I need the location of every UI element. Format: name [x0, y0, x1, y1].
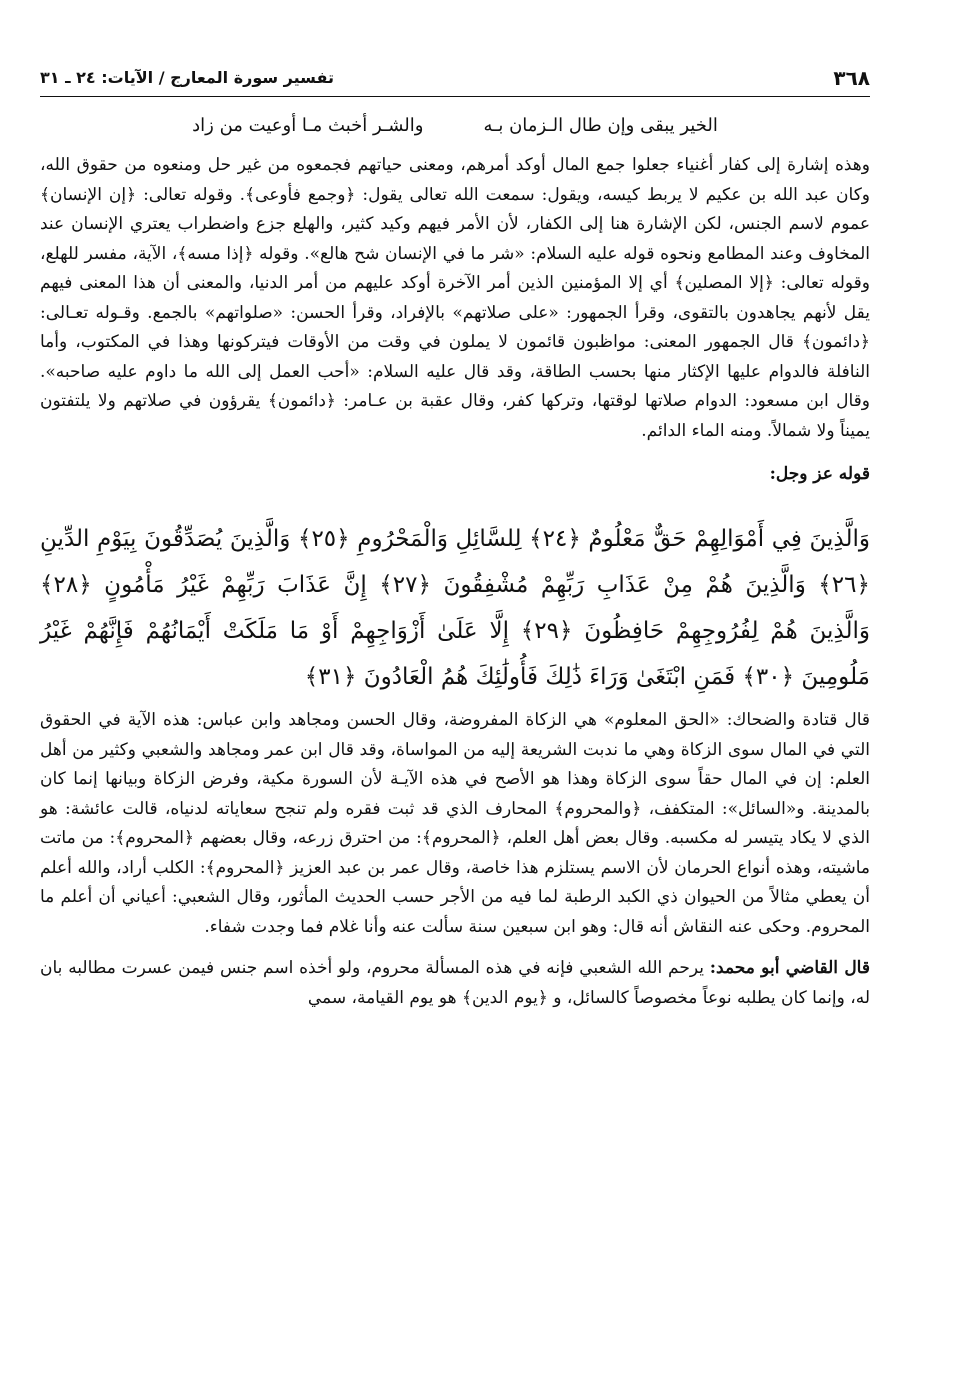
running-title: تفسير سورة المعارج / الآيات: ٢٤ ـ ٣١	[40, 68, 334, 87]
paragraph-3-text: يرحم الله الشعبي فإنه في هذه المسألة محروم، ولو أخذه اسم جنس فيمن عسرت مطالبه بان له، وإنما كان يطلبه نوعاً مخصوصاً كالسائل، و ﴿يوم الدين﴾ هو يوم القيامة، سمي	[40, 958, 870, 1008]
quran-verses: وَالَّذِينَ فِي أَمْوَالِهِمْ حَقٌّ مَعْلُومٌ ﴿٢٤﴾ لِلسَّائِلِ وَالْمَحْرُومِ ﴿٢٥﴾ وَالَّذِينَ يُصَدِّقُونَ بِيَوْمِ الدِّينِ ﴿٢٦﴾ وَالَّذِينَ هُمْ مِنْ عَذَابِ رَبِّهِمْ مُشْفِقُونَ ﴿٢٧﴾ إِنَّ عَذَابَ رَبِّهِمْ غَيْرُ مَأْمُونٍ ﴿٢٨﴾ وَالَّذِينَ هُمْ لِفُرُوجِهِمْ حَافِظُونَ ﴿٢٩﴾ إِلَّا عَلَىٰ أَزْوَاجِهِمْ أَوْ مَا مَلَكَتْ أَيْمَانُهُمْ فَإِنَّهُمْ غَيْرُ مَلُومِينَ ﴿٣٠﴾ فَمَنِ ابْتَغَىٰ وَرَاءَ ذَٰلِكَ فَأُولَٰئِكَ هُمُ الْعَادُونَ ﴿٣١﴾	[40, 526, 870, 690]
page-header	[40, 62, 870, 97]
poetry-verse	[40, 115, 870, 145]
verse-first-half: الخير يبقى وإن طال الـزمان بـه	[483, 115, 718, 136]
commentary-paragraph-1: وهذه إشارة إلى كفار أغنياء جعلوا جمع المال أوكد أمرهم، ومعنى حياتهم فجمعوه من غير حل ومنعوه من حقوق الله، وكان عبد الله بن عكيم لا يربط كيسه، ويقول: سمعت الله تعالى يقول: ﴿وجمع فأوعى﴾. وقوله تعالى: ﴿إن الإنسان﴾ عموم لاسم الجنس، لكن الإشارة هنا إلى الكفار، لأن الأمر فيهم وكيد كثير، والهلع جزع واضطراب يعتري الإنسان عند المخاوف وعند المطامع ونحوه قوله عليه السلام: «شر ما في الإنسان شح هالع». وقوله ﴿إذا مسه﴾، الآية، مفسر للهلع، وقوله تعالى: ﴿إلا المصلين﴾ أي إلا المؤمنين الذين أمر الآخرة أوكد عليهم من أمر الدنيا، والمعنى أن هذا المعنى فيهم يقل لأنهم يجاهدون بالتقوى، وقرأ الجمهور: «على صلاتهم» بالإفراد، وقرأ الحسن: «صلواتهم» بالجمع. وقـوله تعـالى: ﴿دائمون﴾ قال الجمهور المعنى: مواظبون قائمون لا يملون في وقت من الأوقات فيتركونها وهذا في المكتوب، وأما النافلة فالدوام عليها الإكثار منها بحسب الطاقة، وقد قال عليه السلام: «أحب العمل إلى الله ما داوم عليه صاحبه». وقال ابن مسعود: الدوام صلاتها لوقتها، وتركها كفر، وقال عقبة بن عـامر: ﴿دائمون﴾ يقرؤون في صلاتهم ولا يلتفتون يميناً ولا شمالاً. ومنه الماء الدائم.	[40, 155, 870, 441]
author-label: قال القاضي أبو محمد:	[709, 958, 870, 978]
commentary-paragraph-2: قال قتادة والضحاك: «الحق المعلوم» هي الزكاة المفروضة، وقال الحسن ومجاهد وابن عباس: هذه الآية في الحقوق التي في المال سوى الزكاة وهي ما ندبت الشريعة إليه من المواساة، وقد قال ابن عمر ومجاهد والشعبي وكثير من أهل العلم: إن في المال حقاً سوى الزكاة وهذا هو الأصح في هذه الآيـة لأن السورة مكية، وفرض الزكاة وبيانها إنما كان بالمدينة. و«السائل»: المتكفف، ﴿والمحروم﴾ المحارف الذي قد ثبت فقره ولم تنجح سعاياته لدنياه، قالت عائشة: هو الذي لا يكاد يتيسر له مكسبه. وقال بعض أهل العلم، ﴿المحروم﴾: من احترق زرعه، وقال بعضهم ﴿المحروم﴾: من ماتت ماشيته، وهذه أنواع الحرمان لأن الاسم يستلزم هذا خاصة، وقال عمر بن عبد العزيز ﴿المحروم﴾: الكلب أراد، والله أعلم أن يعطي مثالاً من الحيوان ذي الكبد الرطبة لما فيه من الأجر حسب الحديث المأثور، وقال الشعبي: أعياني أن أعلم ما المحروم. وحكى عنه النقاش أنه قال: وهو ابن سبعين سنة سألت عنه وأنا غلام فما وجدت شفاء.	[40, 710, 870, 937]
page-number: ٣٦٨	[833, 66, 870, 90]
page	[40, 62, 870, 1013]
commentary-paragraph-3	[40, 954, 870, 1013]
section-intro: قوله عز وجل:	[769, 464, 870, 484]
verse-second-half: والشـر أخبث مـا أوعيت من زاد	[192, 115, 424, 136]
